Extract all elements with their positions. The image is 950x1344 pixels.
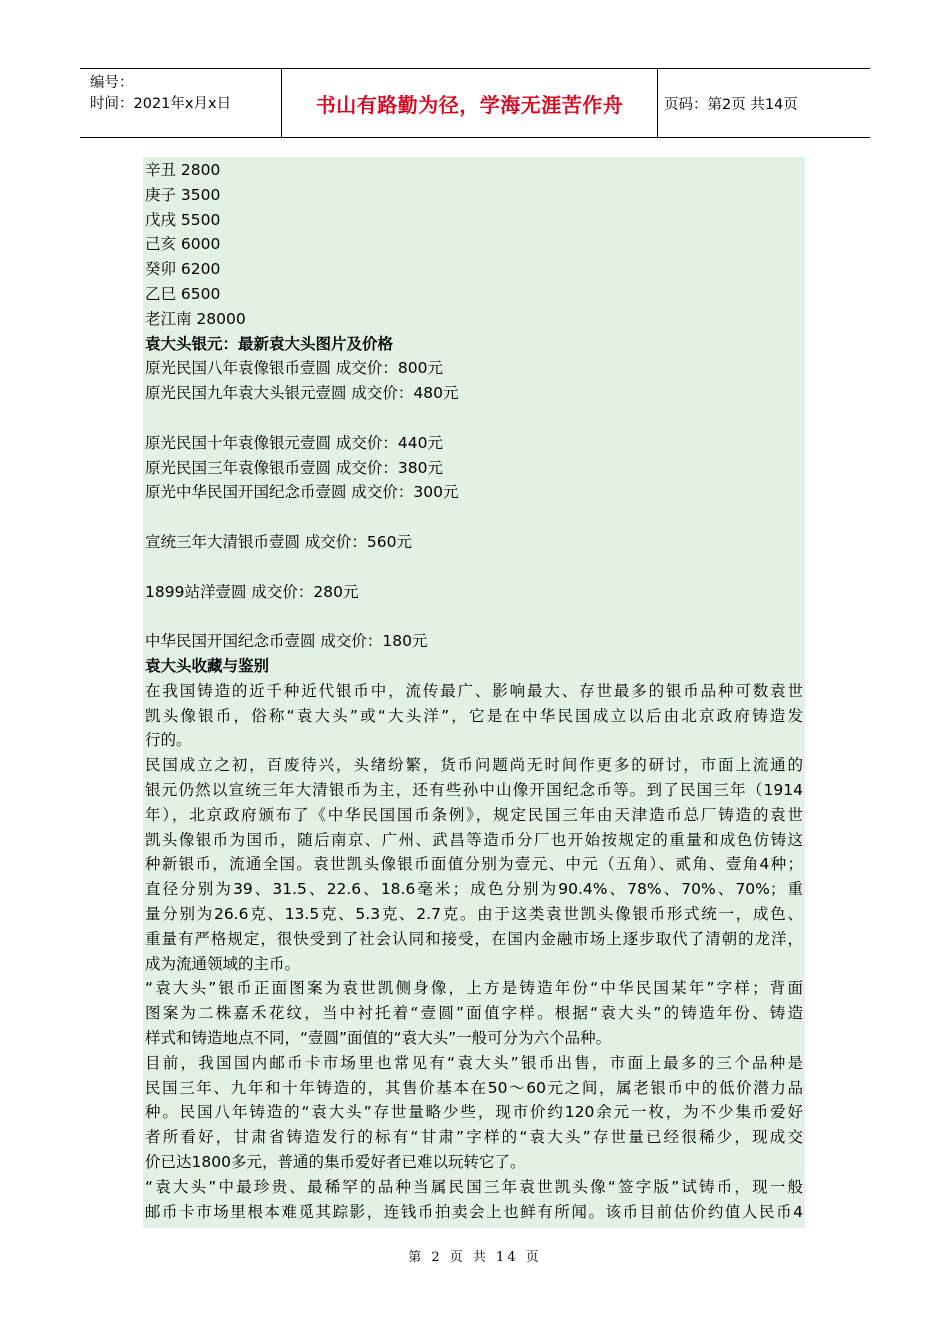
header-meta	[80, 69, 282, 137]
text-line: 原光民国九年袁大头银元壹圆 成交价：480元	[145, 384, 459, 403]
text-line: 直径分别为39、31.5、22.6、18.6毫米；成色分别为90.4%、78%、70%、70%；重	[145, 880, 803, 899]
text-line: 原光民国三年袁像银币壹圆 成交价：380元	[145, 458, 444, 477]
text-line: 民国三年、九年和十年铸造的，其售价基本在50～60元之间，属老银币中的低价潜力品	[145, 1078, 803, 1097]
text-line	[145, 406, 805, 431]
text-line: 价已达1800多元，普通的集币爱好者已难以玩转它了。	[145, 1153, 526, 1171]
document-body	[143, 157, 805, 1228]
text-line: 1899站洋壹圆 成交价：280元	[145, 582, 359, 601]
text-line: 癸卯 6200	[145, 260, 221, 279]
text-line: 民国成立之初，百废待兴，头绪纷繁，货币问题尚无时间作更多的研讨，市面上流通的	[145, 756, 803, 775]
text-line: 种新银币，流通全国。袁世凯头像银币面值分别为壹元、中元（五角）、贰角、壹角4种；	[145, 855, 803, 874]
text-line: 种。民国八年铸造的“袁大头”存世量略少些，现市价约120余元一枚，为不少集币爱好	[145, 1103, 803, 1122]
text-line: 原光民国十年袁像银元壹圆 成交价：440元	[145, 433, 444, 452]
text-line: 年），北京政府颁布了《中华民国国币条例》，规定民国三年由天津造币总厂铸造的袁世	[145, 805, 803, 824]
page-header	[80, 68, 870, 138]
text-line: 银元仍然以宣统三年大清银币为主，还有些孙中山像开国纪念币等。到了民国三年（1914	[145, 781, 803, 799]
text-line: 样式和铸造地点不同，“壹圆”面值的“袁大头”一般可分为六个品种。	[145, 1029, 612, 1047]
text-line: 辛丑 2800	[145, 161, 221, 179]
text-line: 老江南 28000	[145, 309, 246, 328]
text-line: “袁大头”中最珍贵、最稀罕的品种当属民国三年袁世凯头像“签字版”试铸币，现一般	[145, 1177, 803, 1196]
text-line: 中华民国开国纪念币壹圆 成交价：180元	[145, 632, 428, 651]
doc-date-label: 时间：2021年x月x日	[90, 96, 232, 112]
text-line: 凯头像银币为国币，随后南京、广州、武昌等造币分厂也开始按规定的重量和成色仿铸这	[145, 830, 803, 849]
text-line: 原光中华民国开国纪念币壹圆 成交价：300元	[145, 483, 459, 502]
text-line: 行的。	[145, 731, 192, 750]
section-heading: 袁大头银元：最新袁大头图片及价格	[145, 334, 394, 353]
text-line: 乙巳 6500	[145, 285, 221, 303]
text-line: 图案为二株嘉禾花纹，当中衬托着“壹圆”面值字样。根据“袁大头”的铸造年份、铸造	[145, 1004, 803, 1023]
text-line: 原光民国八年袁像银币壹圆 成交价：800元	[145, 359, 444, 378]
page-footer: 第 2 页 共 14 页	[408, 1250, 542, 1265]
text-line: 在我国铸造的近千种近代银币中，流传最广、影响最大、存世最多的银币品种可数袁世	[145, 681, 803, 700]
text-line: 邮币卡市场里根本难觅其踪影，连钱币拍卖会上也鲜有所闻。该币目前估价约值人民币4	[145, 1202, 803, 1221]
text-line: 庚子 3500	[145, 185, 221, 204]
text-line: 己亥 6000	[145, 235, 221, 254]
text-line: 凯头像银币，俗称“袁大头”或“大头洋”，它是在中华民国成立以后由北京政府铸造发	[145, 706, 803, 725]
text-line: 量分别为26.6克、13.5克、5.3克、2.7克。由于这类袁世凯头像银币形式统一，成色、	[145, 905, 803, 923]
text-line: 成为流通领域的主币。	[145, 954, 301, 973]
doc-number-label: 编号：	[90, 75, 134, 91]
text-line	[145, 505, 805, 530]
text-line: “袁大头”银币正面图案为袁世凯侧身像，上方是铸造年份“中华民国某年”字样；背面	[145, 979, 803, 998]
section-heading: 袁大头收藏与鉴别	[145, 657, 270, 675]
text-line: 宣统三年大清银币壹圆 成交价：560元	[145, 533, 413, 551]
header-page-number: 页码：第2页 共14页	[664, 96, 798, 113]
text-line: 者所看好，甘肃省铸造发行的标有“甘肃”字样的“袁大头”存世量已经很稀少，现成交	[145, 1128, 803, 1147]
text-line: 戊戌 5500	[145, 210, 221, 229]
text-line	[145, 555, 805, 580]
text-line	[145, 604, 805, 629]
text-line: 目前，我国国内邮币卡市场里也常见有“袁大头”银币出售，市面上最多的三个品种是	[145, 1053, 803, 1072]
text-line: 重量有严格规定，很快受到了社会认同和接受，在国内金融市场上逐步取代了清朝的龙洋，	[145, 929, 803, 948]
header-motto: 书山有路勤为径，学海无涯苦作舟	[282, 69, 658, 137]
